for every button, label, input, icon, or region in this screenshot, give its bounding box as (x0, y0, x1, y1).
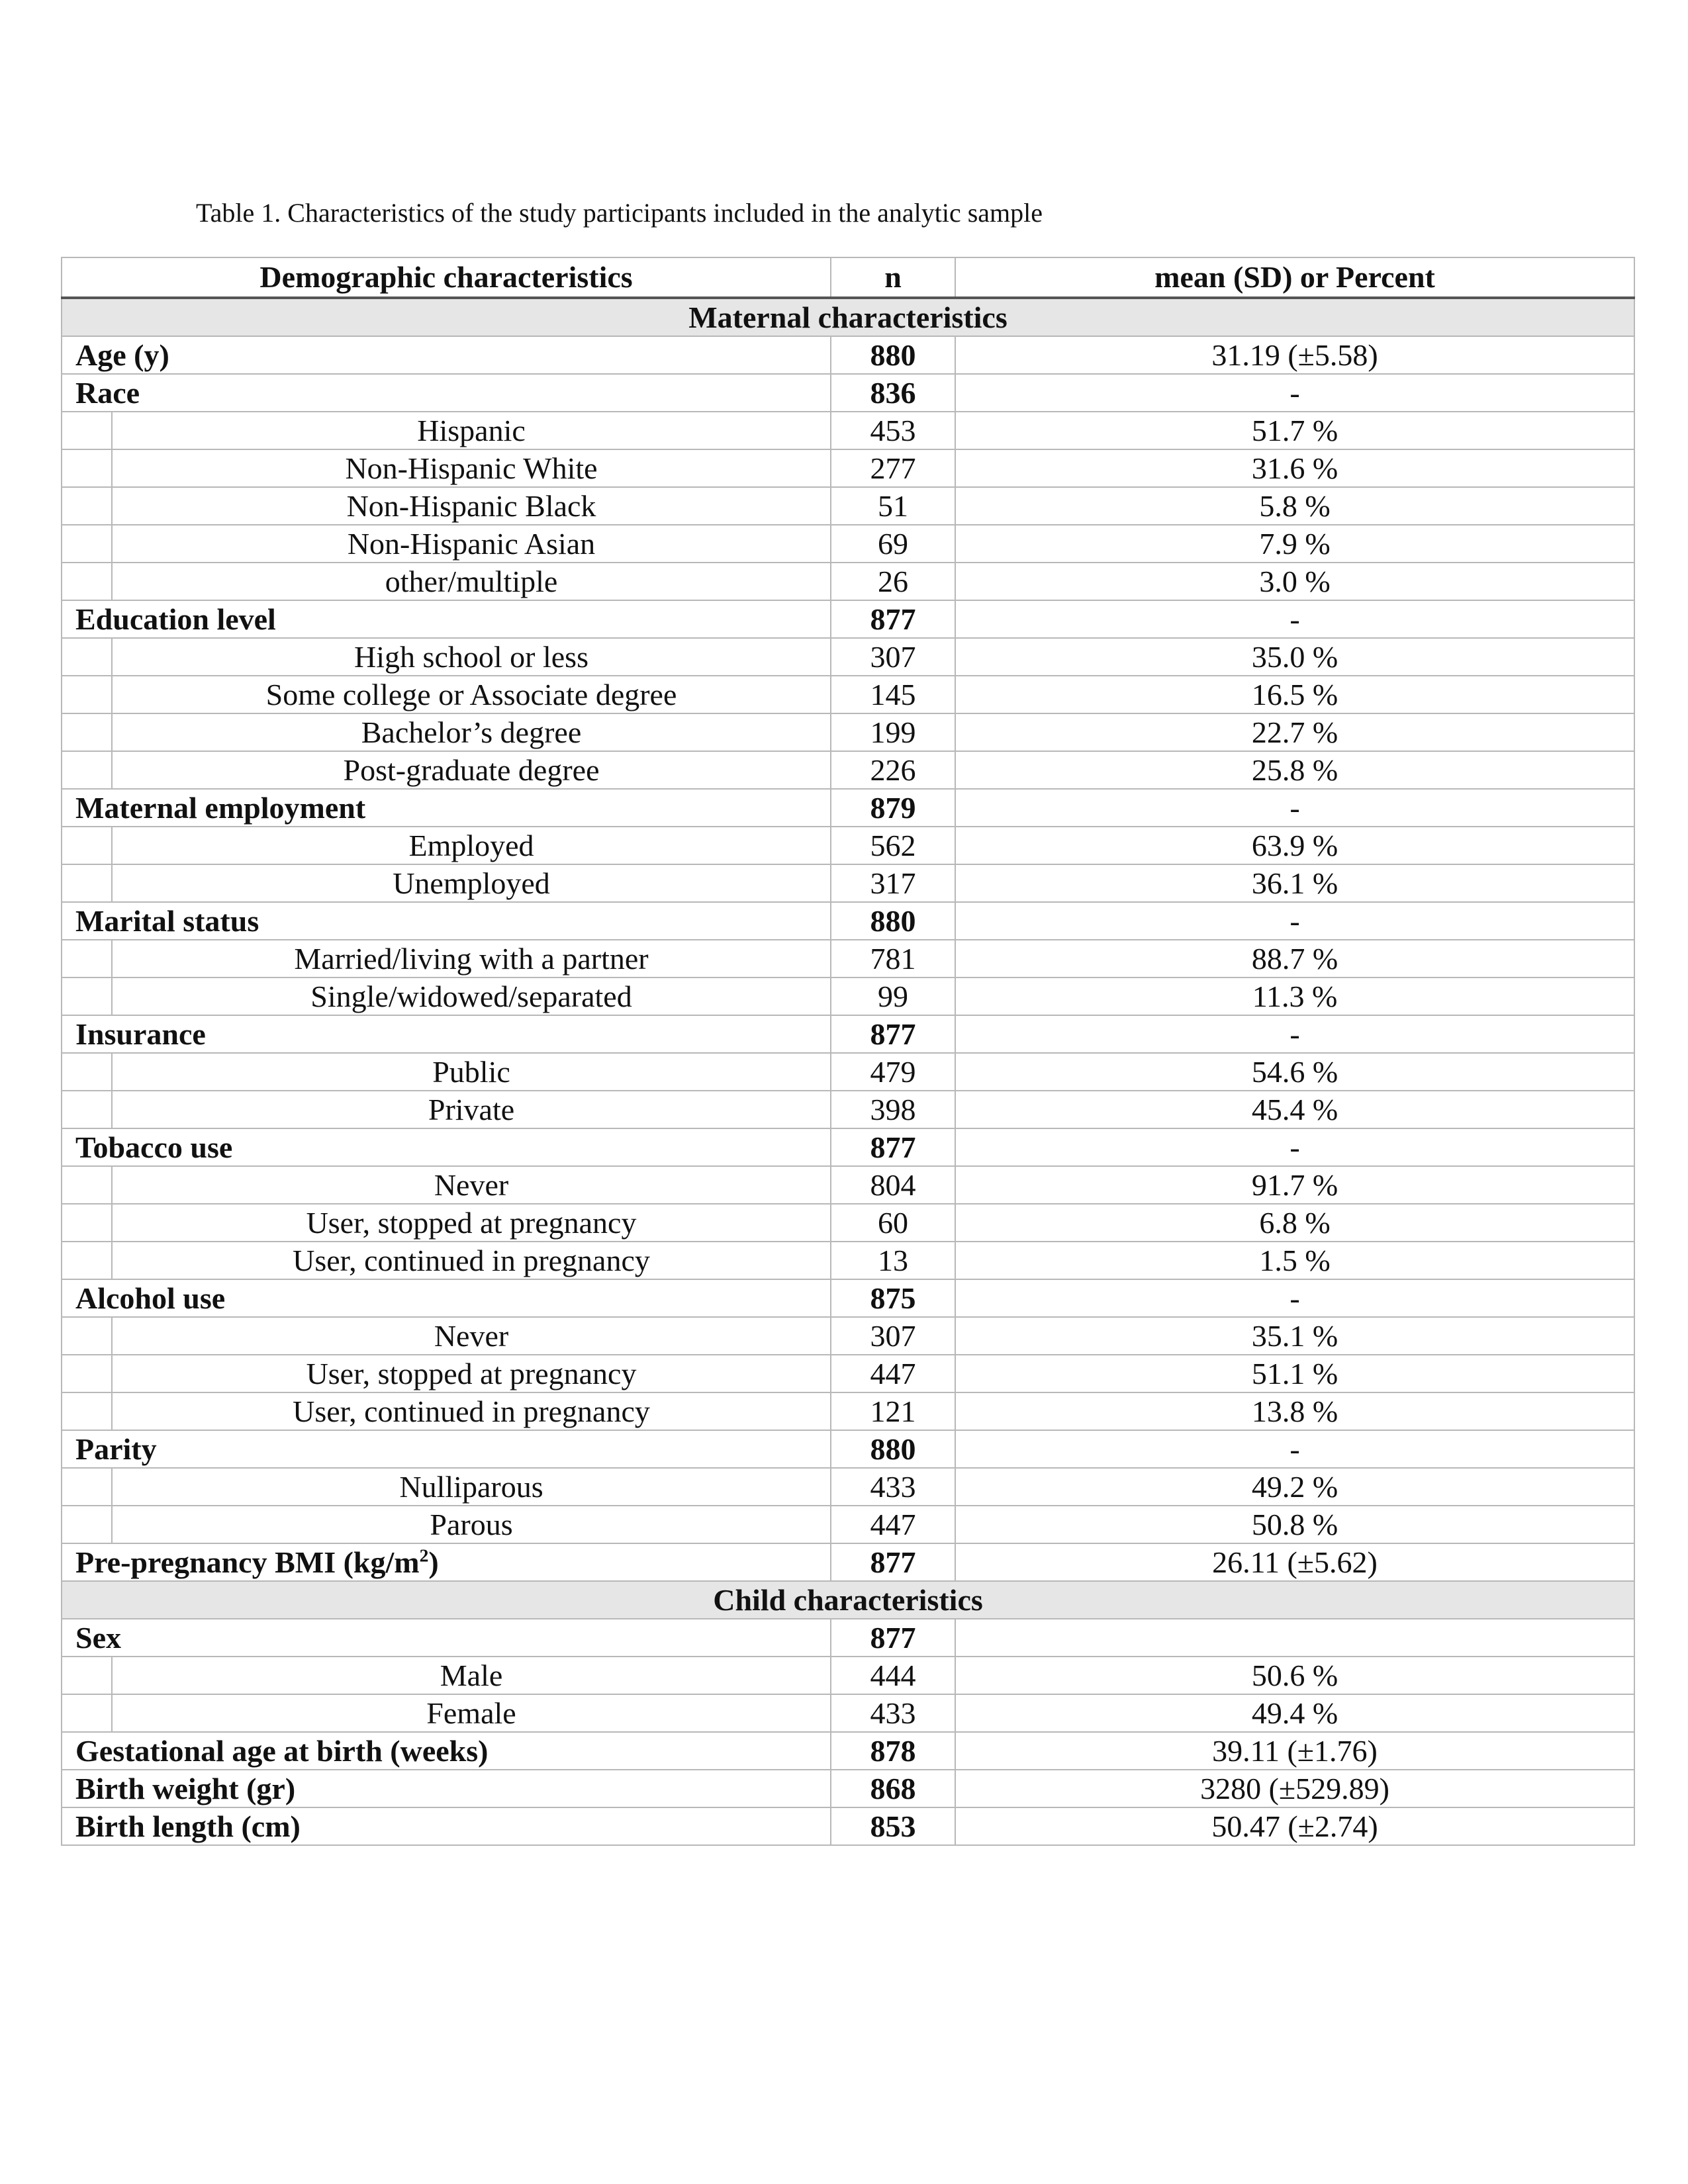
row-birth-length (62, 1807, 1634, 1845)
row-birth-weight (62, 1770, 1634, 1807)
subrow-value: 51.7 % (955, 412, 1634, 449)
subrow (62, 1166, 1634, 1204)
subrow-value: 54.6 % (955, 1053, 1634, 1091)
subrow-n: 121 (831, 1392, 955, 1430)
indent-cell (62, 827, 112, 864)
row-value: 50.47 (±2.74) (955, 1807, 1634, 1845)
indent-cell (62, 1657, 112, 1694)
row-education (62, 600, 1634, 638)
row-label: Tobacco use (62, 1128, 831, 1166)
indent-cell (62, 449, 112, 487)
subrow-n: 199 (831, 713, 955, 751)
bmi-label-sup: 2 (419, 1545, 429, 1566)
subrow-value: 50.6 % (955, 1657, 1634, 1694)
subrow-value: 25.8 % (955, 751, 1634, 789)
subrow (62, 1694, 1634, 1732)
subrow (62, 1506, 1634, 1543)
indent-cell (62, 1355, 112, 1392)
subrow-label: Hispanic (112, 412, 831, 449)
indent-cell (62, 412, 112, 449)
subrow-n: 444 (831, 1657, 955, 1694)
indent-cell (62, 563, 112, 600)
indent-cell (62, 751, 112, 789)
row-value (955, 1619, 1634, 1657)
row-label (62, 1543, 831, 1581)
subrow-n: 562 (831, 827, 955, 864)
subrow-value: 3.0 % (955, 563, 1634, 600)
subrow (62, 940, 1634, 978)
indent-cell (62, 676, 112, 713)
row-value: - (955, 1015, 1634, 1053)
section-maternal (62, 298, 1634, 336)
row-value: 26.11 (±5.62) (955, 1543, 1634, 1581)
subrow (62, 864, 1634, 902)
row-label: Alcohol use (62, 1279, 831, 1317)
row-n: 880 (831, 902, 955, 940)
row-tobacco (62, 1128, 1634, 1166)
row-label: Birth length (cm) (62, 1807, 831, 1845)
subrow-n: 277 (831, 449, 955, 487)
row-label: Maternal employment (62, 789, 831, 827)
subrow (62, 978, 1634, 1015)
row-parity (62, 1430, 1634, 1468)
row-label: Birth weight (gr) (62, 1770, 831, 1807)
section-title: Maternal characteristics (62, 298, 1634, 336)
subrow (62, 1355, 1634, 1392)
row-age (62, 336, 1634, 374)
indent-cell (62, 525, 112, 563)
subrow-n: 398 (831, 1091, 955, 1128)
subrow-n: 433 (831, 1694, 955, 1732)
row-n: 853 (831, 1807, 955, 1845)
bmi-label-text: Pre-pregnancy BMI (kg/m (75, 1545, 420, 1579)
subrow (62, 1242, 1634, 1279)
indent-cell (62, 1242, 112, 1279)
indent-cell (62, 1506, 112, 1543)
subrow-label: Married/living with a partner (112, 940, 831, 978)
subrow-n: 447 (831, 1355, 955, 1392)
subrow (62, 563, 1634, 600)
subrow-n: 479 (831, 1053, 955, 1091)
row-label: Race (62, 374, 831, 412)
row-value: - (955, 1279, 1634, 1317)
subrow-label: High school or less (112, 638, 831, 676)
indent-cell (62, 487, 112, 525)
row-value: 39.11 (±1.76) (955, 1732, 1634, 1770)
subrow-label: Public (112, 1053, 831, 1091)
subrow (62, 676, 1634, 713)
row-label: Marital status (62, 902, 831, 940)
indent-cell (62, 1694, 112, 1732)
row-gestational-age (62, 1732, 1634, 1770)
header-n: n (831, 257, 955, 298)
indent-cell (62, 1166, 112, 1204)
subrow-value: 35.0 % (955, 638, 1634, 676)
subrow-label: User, continued in pregnancy (112, 1242, 831, 1279)
subrow-label: Female (112, 1694, 831, 1732)
row-sex (62, 1619, 1634, 1657)
subrow-label: Non-Hispanic White (112, 449, 831, 487)
subrow-label: User, continued in pregnancy (112, 1392, 831, 1430)
row-value: 31.19 (±5.58) (955, 336, 1634, 374)
subrow-label: Single/widowed/separated (112, 978, 831, 1015)
subrow-label: Male (112, 1657, 831, 1694)
subrow-n: 99 (831, 978, 955, 1015)
subrow-label: Nulliparous (112, 1468, 831, 1506)
row-n: 877 (831, 1128, 955, 1166)
indent-cell (62, 713, 112, 751)
subrow-n: 13 (831, 1242, 955, 1279)
subrow-value: 35.1 % (955, 1317, 1634, 1355)
indent-cell (62, 1091, 112, 1128)
subrow-value: 7.9 % (955, 525, 1634, 563)
section-title: Child characteristics (62, 1581, 1634, 1619)
row-n: 836 (831, 374, 955, 412)
indent-cell (62, 940, 112, 978)
bmi-label-end: ) (428, 1545, 439, 1579)
row-value: - (955, 600, 1634, 638)
subrow-label: Bachelor’s degree (112, 713, 831, 751)
indent-cell (62, 1392, 112, 1430)
subrow-value: 6.8 % (955, 1204, 1634, 1242)
row-value: - (955, 902, 1634, 940)
row-label: Gestational age at birth (weeks) (62, 1732, 831, 1770)
row-n: 877 (831, 600, 955, 638)
subrow (62, 1468, 1634, 1506)
subrow-label: Private (112, 1091, 831, 1128)
indent-cell (62, 1204, 112, 1242)
row-label: Insurance (62, 1015, 831, 1053)
subrow-value: 63.9 % (955, 827, 1634, 864)
subrow-value: 22.7 % (955, 713, 1634, 751)
subrow (62, 827, 1634, 864)
subrow-n: 60 (831, 1204, 955, 1242)
row-n: 880 (831, 336, 955, 374)
row-n: 877 (831, 1015, 955, 1053)
subrow-n: 804 (831, 1166, 955, 1204)
row-n: 879 (831, 789, 955, 827)
subrow-n: 307 (831, 1317, 955, 1355)
row-label: Age (y) (62, 336, 831, 374)
header-row (62, 257, 1634, 298)
subrow-n: 433 (831, 1468, 955, 1506)
subrow-value: 31.6 % (955, 449, 1634, 487)
indent-cell (62, 1053, 112, 1091)
indent-cell (62, 1468, 112, 1506)
subrow (62, 1204, 1634, 1242)
subrow (62, 1091, 1634, 1128)
indent-cell (62, 864, 112, 902)
row-value: - (955, 789, 1634, 827)
subrow (62, 638, 1634, 676)
header-value: mean (SD) or Percent (955, 257, 1634, 298)
subrow-value: 45.4 % (955, 1091, 1634, 1128)
subrow-label: Employed (112, 827, 831, 864)
subrow (62, 525, 1634, 563)
subrow-value: 50.8 % (955, 1506, 1634, 1543)
subrow-n: 26 (831, 563, 955, 600)
row-n: 868 (831, 1770, 955, 1807)
row-value: - (955, 1128, 1634, 1166)
row-marital (62, 902, 1634, 940)
row-n: 878 (831, 1732, 955, 1770)
table-caption: Table 1. Characteristics of the study participants included in the analytic sample (196, 198, 1043, 228)
subrow-label: User, stopped at pregnancy (112, 1204, 831, 1242)
subrow-n: 453 (831, 412, 955, 449)
row-n: 875 (831, 1279, 955, 1317)
subrow (62, 751, 1634, 789)
subrow-value: 36.1 % (955, 864, 1634, 902)
row-alcohol (62, 1279, 1634, 1317)
subrow-label: Non-Hispanic Black (112, 487, 831, 525)
subrow-label: Never (112, 1317, 831, 1355)
subrow-label: Unemployed (112, 864, 831, 902)
subrow-label: Non-Hispanic Asian (112, 525, 831, 563)
row-value: - (955, 1430, 1634, 1468)
subrow (62, 449, 1634, 487)
subrow-n: 781 (831, 940, 955, 978)
indent-cell (62, 638, 112, 676)
characteristics-table (61, 257, 1635, 1846)
subrow-value: 91.7 % (955, 1166, 1634, 1204)
subrow-n: 447 (831, 1506, 955, 1543)
subrow-label: User, stopped at pregnancy (112, 1355, 831, 1392)
subrow-n: 51 (831, 487, 955, 525)
subrow-value: 11.3 % (955, 978, 1634, 1015)
subrow-n: 317 (831, 864, 955, 902)
header-characteristic: Demographic characteristics (62, 257, 831, 298)
subrow-value: 49.2 % (955, 1468, 1634, 1506)
subrow-value: 1.5 % (955, 1242, 1634, 1279)
subrow-value: 16.5 % (955, 676, 1634, 713)
row-value: - (955, 374, 1634, 412)
row-label: Sex (62, 1619, 831, 1657)
subrow (62, 1053, 1634, 1091)
subrow-label: other/multiple (112, 563, 831, 600)
subrow (62, 1392, 1634, 1430)
row-bmi (62, 1543, 1634, 1581)
subrow-value: 51.1 % (955, 1355, 1634, 1392)
subrow (62, 713, 1634, 751)
row-label: Education level (62, 600, 831, 638)
subrow (62, 412, 1634, 449)
row-race (62, 374, 1634, 412)
subrow-value: 88.7 % (955, 940, 1634, 978)
subrow-label: Post-graduate degree (112, 751, 831, 789)
subrow-label: Never (112, 1166, 831, 1204)
subrow-value: 49.4 % (955, 1694, 1634, 1732)
row-n: 877 (831, 1543, 955, 1581)
subrow (62, 1317, 1634, 1355)
row-n: 877 (831, 1619, 955, 1657)
subrow-n: 226 (831, 751, 955, 789)
row-employment (62, 789, 1634, 827)
row-n: 880 (831, 1430, 955, 1468)
subrow-label: Some college or Associate degree (112, 676, 831, 713)
subrow-n: 307 (831, 638, 955, 676)
subrow (62, 1657, 1634, 1694)
indent-cell (62, 978, 112, 1015)
subrow (62, 487, 1634, 525)
subrow-n: 145 (831, 676, 955, 713)
row-insurance (62, 1015, 1634, 1053)
row-label: Parity (62, 1430, 831, 1468)
section-child (62, 1581, 1634, 1619)
subrow-value: 13.8 % (955, 1392, 1634, 1430)
subrow-value: 5.8 % (955, 487, 1634, 525)
subrow-label: Parous (112, 1506, 831, 1543)
subrow-n: 69 (831, 525, 955, 563)
indent-cell (62, 1317, 112, 1355)
row-value: 3280 (±529.89) (955, 1770, 1634, 1807)
